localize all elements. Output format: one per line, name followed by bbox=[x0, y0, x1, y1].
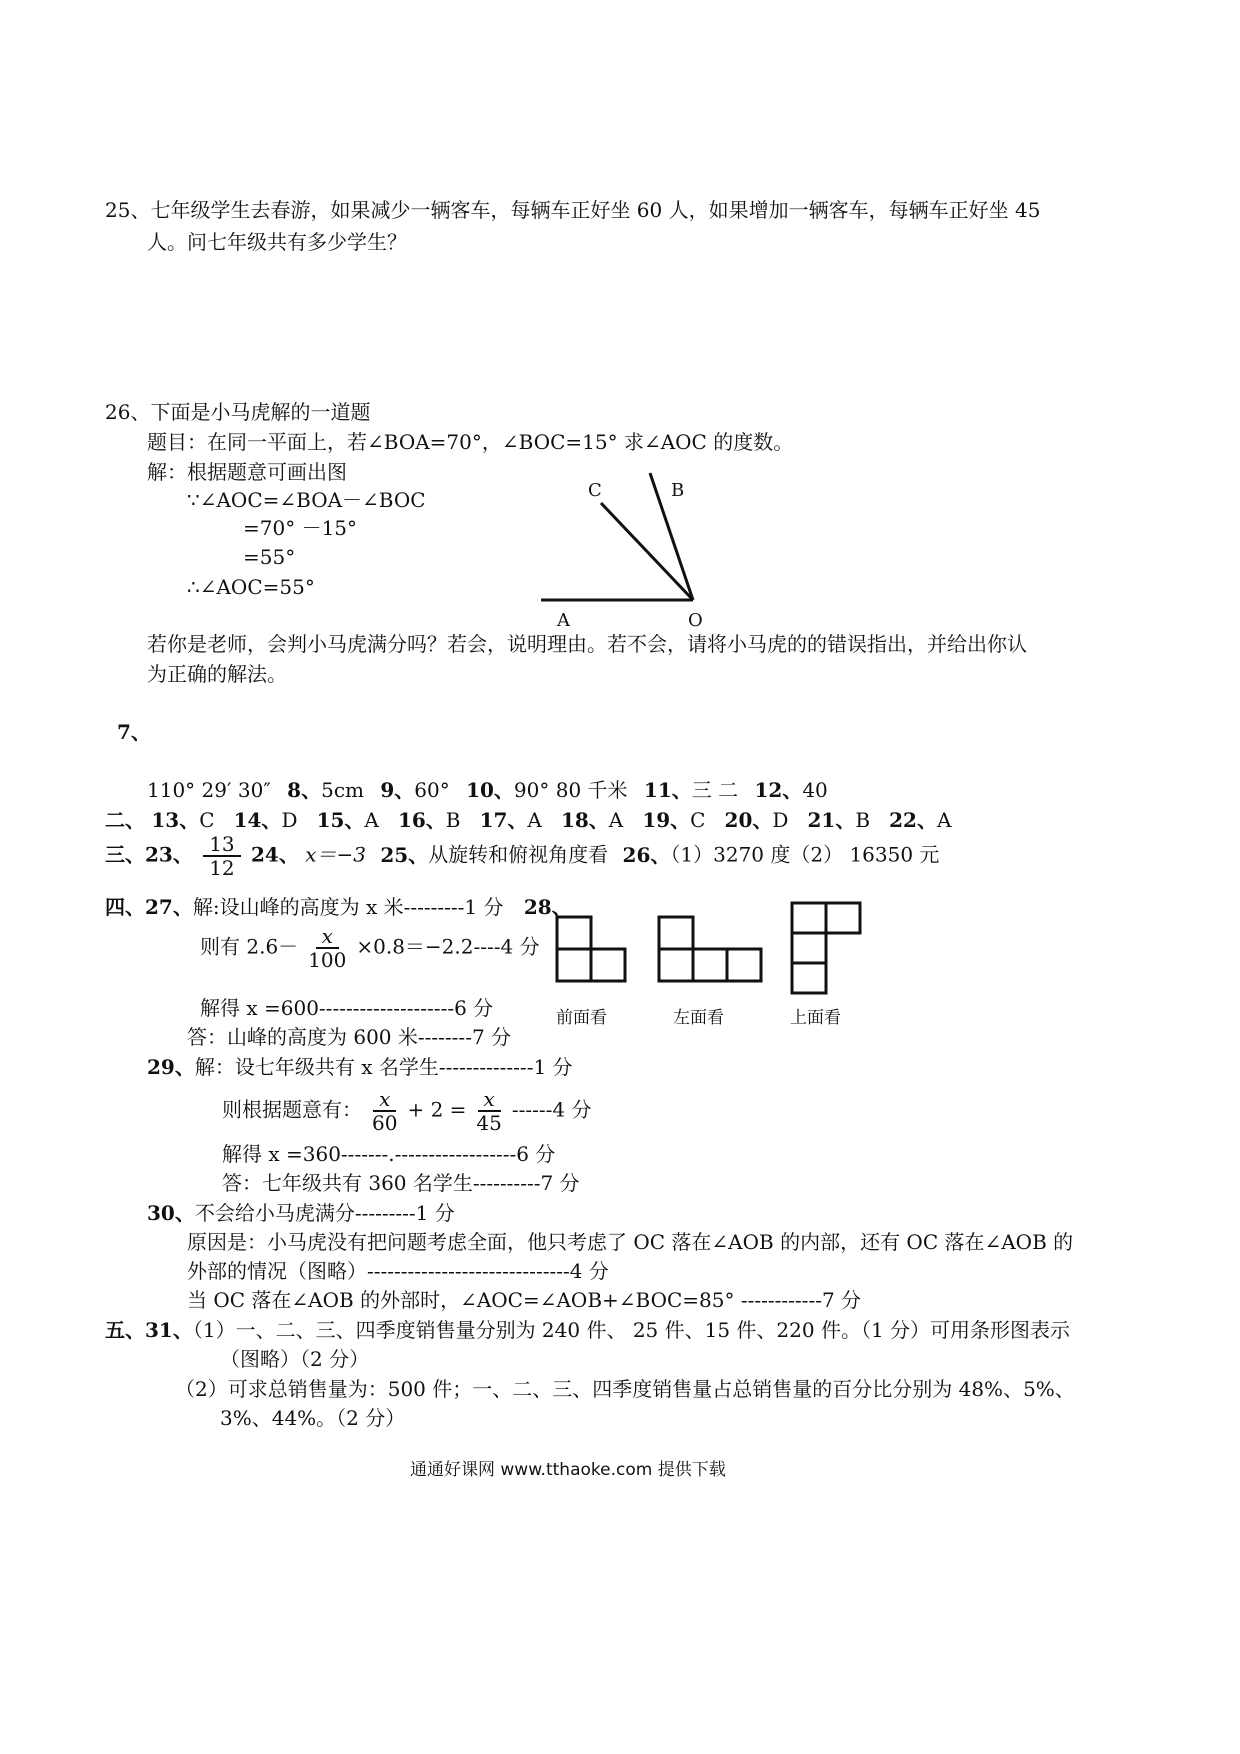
num-28: 28、 bbox=[523, 895, 572, 919]
q29-line4: 答：七年级共有 360 名学生----------7 分 bbox=[222, 1171, 580, 1195]
q26-question2: 为正确的解法。 bbox=[147, 662, 287, 686]
q26-solve: 解：根据题意可画出图 bbox=[147, 460, 347, 484]
mc-item: 21、B bbox=[807, 808, 871, 832]
q26-question1: 若你是老师，会判小马虎满分吗？若会，说明理由。若不会，请将小马虎的的错误指出，并给出你认 bbox=[147, 632, 1027, 656]
mc-item: 15、A bbox=[316, 808, 379, 832]
answer-25: 从旋转和俯视角度看 bbox=[428, 842, 609, 867]
label-B: B bbox=[671, 480, 685, 501]
label-C: C bbox=[588, 480, 602, 501]
q31-line1: 五、31、（1）一、二、三、四季度销售量分别为 240 件、 25 件、15 件、220 件。（1 分）可用条形图表示 bbox=[105, 1318, 1071, 1342]
mc-item: 17、A bbox=[479, 808, 542, 832]
mc-item: 22、A bbox=[889, 808, 952, 832]
mc-item: 20、D bbox=[724, 808, 789, 832]
ray-OC bbox=[601, 503, 693, 600]
section-5-label: 五、 bbox=[105, 1318, 145, 1342]
answers-line2 bbox=[105, 808, 951, 832]
view-front-figure bbox=[555, 915, 635, 985]
answer-9: 60° bbox=[414, 778, 450, 802]
fraction-27: $\frac{x}{100}$ bbox=[308, 924, 347, 972]
num-27: 27、 bbox=[145, 895, 193, 919]
angle-figure bbox=[535, 465, 735, 625]
q30-line4: 当 OC 落在∠AOB 的外部时，∠AOC=∠AOB+∠BOC=85° ------------7 分 bbox=[187, 1288, 862, 1312]
answer-7: 110° 29′ 30″ bbox=[147, 778, 271, 802]
num-9: 9、 bbox=[380, 778, 415, 802]
q26-step4: ∴∠AOC=55° bbox=[187, 575, 315, 599]
footer-credit: 通通好课网 www.tthaoke.com 提供下载 bbox=[410, 1460, 726, 1480]
mc-item: 19、C bbox=[642, 808, 706, 832]
mc-item: 14、D bbox=[233, 808, 298, 832]
q31-line3: （2）可求总销售量为：500 件；一、二、三、四季度销售量占总销售量的百分比分别为 48%、5%、 bbox=[175, 1377, 1075, 1401]
q27-line4: 答：山峰的高度为 600 米--------7 分 bbox=[187, 1025, 512, 1049]
answer-10: 90° 80 千米 bbox=[513, 778, 628, 802]
label-A: A bbox=[557, 610, 570, 631]
num-11: 11、 bbox=[643, 778, 692, 802]
num-31: 31、 bbox=[145, 1318, 193, 1342]
mc-item: 16、B bbox=[397, 808, 461, 832]
q25-line2: 人。问七年级共有多少学生？ bbox=[147, 230, 407, 254]
q31-line2: （图略）（2 分） bbox=[220, 1347, 370, 1371]
q30-line2: 原因是：小马虎没有把问题考虑全面，他只考虑了 OC 落在∠AOB 的内部，还有 OC 落在∠AOB 的 bbox=[187, 1230, 1074, 1254]
q26-step3: =55° bbox=[243, 545, 296, 569]
view-top-label: 上面看 bbox=[790, 1008, 841, 1028]
fraction-29a: $\frac{x}{60}$ bbox=[372, 1087, 398, 1135]
section-4-label: 四、 bbox=[105, 895, 145, 919]
q26-header: 26、下面是小马虎解的一道题 bbox=[105, 400, 371, 424]
num-23: 23、 bbox=[145, 842, 193, 867]
q29-line3: 解得 x =360-------.------------------6 分 bbox=[222, 1142, 556, 1166]
answer-12: 40 bbox=[802, 778, 828, 802]
answers-line1 bbox=[147, 778, 828, 802]
view-left-label: 左面看 bbox=[673, 1008, 724, 1028]
q26-step2: =70° －15° bbox=[243, 516, 358, 540]
num-8: 8、 bbox=[287, 778, 322, 802]
num-10: 10、 bbox=[466, 778, 514, 802]
section-2-label: 二、 bbox=[105, 808, 145, 832]
q25-line1: 25、七年级学生去春游，如果减少一辆客车，每辆车正好坐 60 人，如果增加一辆客车，每辆车正好坐 45 bbox=[105, 198, 1041, 222]
fraction-23: $\frac{13}{12}$ bbox=[203, 833, 240, 879]
q30-line3: 外部的情况（图略）------------------------------4 分 bbox=[187, 1259, 609, 1283]
answer-8: 5cm bbox=[321, 778, 364, 802]
mc-item: 13、C bbox=[151, 808, 215, 832]
label-O: O bbox=[688, 610, 703, 631]
fraction-29b: $\frac{x}{45}$ bbox=[476, 1087, 502, 1135]
num-12: 12、 bbox=[754, 778, 803, 802]
num-25: 25、 bbox=[380, 842, 429, 867]
q27-line3: 解得 x =600--------------------6 分 bbox=[200, 996, 494, 1020]
q30-line1: 30、不会给小马虎满分---------1 分 bbox=[147, 1201, 455, 1225]
q31-line4: 3%、44%。（2 分） bbox=[220, 1406, 406, 1430]
mc-answers bbox=[151, 808, 951, 832]
num-30: 30、 bbox=[147, 1201, 195, 1225]
q27-line1: 四、27、解:设山峰的高度为 x 米---------1 分 28、 bbox=[105, 895, 572, 919]
answer-7-label: 7、 bbox=[117, 720, 151, 744]
view-front-label: 前面看 bbox=[556, 1008, 607, 1028]
answer-24: x＝−3 bbox=[305, 842, 366, 867]
num-29: 29、 bbox=[147, 1055, 195, 1079]
mc-item: 18、A bbox=[560, 808, 624, 832]
q29-line2: 则根据题意有： $\frac{x}{60}$ + 2 = $\frac{x}{45}$ ------4 分 bbox=[222, 1087, 592, 1135]
answers-line3 bbox=[105, 833, 939, 879]
q26-topic: 题目：在同一平面上，若∠BOA=70°，∠BOC=15° 求∠AOC 的度数。 bbox=[147, 430, 794, 454]
view-left-figure bbox=[657, 915, 767, 985]
num-24: 24、 bbox=[251, 842, 299, 867]
answer-26: （1）3270 度（2） 16350 元 bbox=[670, 842, 940, 867]
q27-line2: 则有 2.6－ $\frac{x}{100}$ ×0.8＝−2.2----4 分 bbox=[200, 924, 540, 972]
answer-11: 三 二 bbox=[691, 778, 739, 802]
section-3-label: 三、 bbox=[105, 842, 145, 867]
q26-step1: ∵∠AOC=∠BOA－∠BOC bbox=[187, 488, 426, 512]
q29-line1: 29、解：设七年级共有 x 名学生--------------1 分 bbox=[147, 1055, 573, 1079]
view-top-figure bbox=[790, 900, 870, 1000]
num-26: 26、 bbox=[622, 842, 671, 867]
